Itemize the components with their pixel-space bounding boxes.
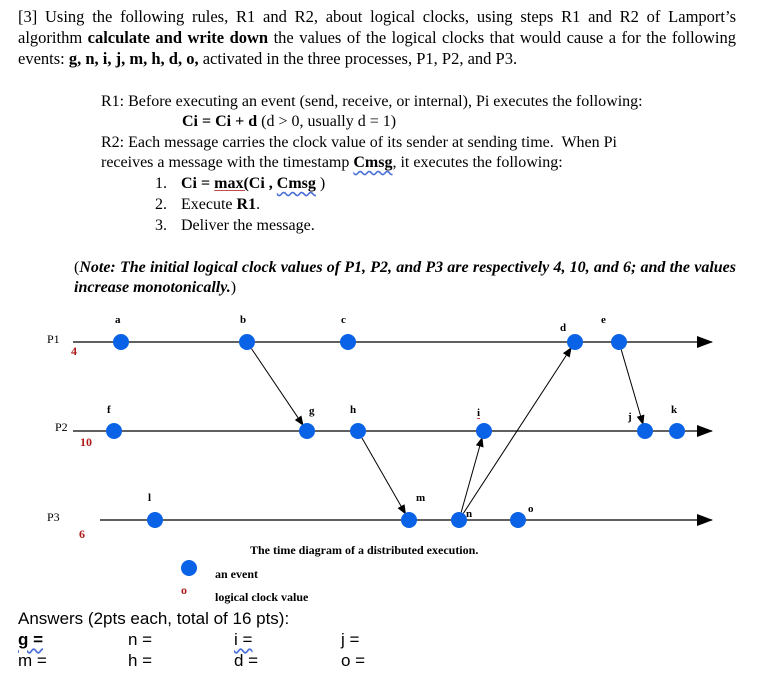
legend-event-dot xyxy=(181,560,197,576)
event-label-i xyxy=(477,407,480,419)
event-label-g: g xyxy=(309,405,315,417)
event-label-l: l xyxy=(148,492,152,504)
rule-step-1-ci: Ci , xyxy=(248,175,277,192)
rule-r2-cmsg: Cmsg xyxy=(353,154,393,171)
initial-clock-p1: 4 xyxy=(71,344,77,358)
rule-step-2-c: . xyxy=(256,196,261,213)
event-dot-e xyxy=(611,334,627,350)
event-label-a: a xyxy=(115,314,121,326)
rule-r1: R1: Before executing an event (send, receive, or internal), Pi executes the following: xyxy=(101,93,643,110)
event-label-o: o xyxy=(528,503,534,515)
answer-g-label: g = xyxy=(18,630,44,649)
answer-m: m = xyxy=(18,651,47,670)
rule-step-1-max: max( xyxy=(214,175,249,192)
initial-clock-p3: 6 xyxy=(79,527,85,541)
rule-r2-line1: R2: Each message carries the clock value of its sender at sending time. When Pi xyxy=(101,134,617,151)
event-dot-n xyxy=(451,512,467,528)
question-tail: activated in the three processes, P1, P2, and P3. xyxy=(202,49,518,68)
event-label-h: h xyxy=(350,404,357,416)
process-label-p1: P1 xyxy=(47,332,60,346)
rule-step-3-num: 3. xyxy=(155,217,167,234)
event-dot-j xyxy=(637,423,653,439)
legend-clock-symbol: o xyxy=(181,583,187,597)
question-emphasis: calculate and write down xyxy=(87,28,269,47)
question-mid: the values of the logical clocks that would cause a for the following events: xyxy=(18,28,736,68)
event-dot-i xyxy=(476,423,492,439)
note-prefix: ( xyxy=(74,259,80,276)
event-label-k: k xyxy=(671,404,678,416)
event-label-n: n xyxy=(466,508,473,520)
note-suffix: ) xyxy=(230,279,237,296)
rule-step-2-r1: R1 xyxy=(236,196,257,213)
event-dot-c xyxy=(340,334,356,350)
event-dot-o xyxy=(510,512,526,528)
message-b-to-g xyxy=(251,349,303,426)
rule-step-1-a: Ci = xyxy=(181,175,215,192)
event-dot-a xyxy=(113,334,129,350)
question-number: [3] xyxy=(18,7,38,26)
message-h-to-m xyxy=(362,438,406,514)
initial-clock-p2: 10 xyxy=(80,435,92,449)
event-dot-l xyxy=(147,512,163,528)
rule-r1-formula-rest: (d > 0, usually d = 1) xyxy=(261,113,397,130)
answer-n: n = xyxy=(128,630,153,649)
event-dot-g xyxy=(299,423,315,439)
process-label-p2: P2 xyxy=(55,420,68,434)
question-intro: Using the following rules, R1 and R2, about logical clocks, using steps R1 and R2 of Lamport’s algorithm xyxy=(18,7,737,47)
event-label-e: e xyxy=(601,314,606,326)
event-dot-m xyxy=(401,512,417,528)
rule-step-2-num: 2. xyxy=(155,196,167,213)
process-label-p3: P3 xyxy=(47,510,60,524)
rule-r2-line2-a: receives a message with the timestamp xyxy=(101,154,350,171)
note-label: Note: xyxy=(79,259,116,276)
answer-o: o = xyxy=(341,651,366,670)
event-label-d: d xyxy=(560,322,567,334)
legend-clock-text: logical clock value xyxy=(215,590,309,604)
event-label-f: f xyxy=(107,404,111,416)
answer-j: j = xyxy=(341,630,360,649)
rule-r1-formula-bold: Ci = Ci + d xyxy=(182,113,258,130)
answer-i xyxy=(234,630,252,650)
event-label-j: j xyxy=(628,411,632,423)
event-label-m: m xyxy=(416,492,426,504)
event-dot-h xyxy=(350,423,366,439)
question-events: g, n, i, j, m, h, d, o, xyxy=(68,49,199,68)
answer-h: h = xyxy=(128,651,153,670)
event-label-i-text: i xyxy=(477,407,481,419)
rule-step-3-a: Deliver the message. xyxy=(181,217,315,234)
diagram-caption: The time diagram of a distributed execution. xyxy=(250,543,479,557)
rule-step-1-close: ) xyxy=(315,175,326,192)
answer-g xyxy=(18,630,43,650)
message-e-to-j xyxy=(621,350,643,425)
answers-title: Answers (2pts each, total of 16 pts): xyxy=(18,609,290,628)
event-label-c: c xyxy=(341,314,346,326)
event-dot-b xyxy=(239,334,255,350)
note-text: The initial logical clock values of P1, P2, and P3 are respectively 4, 10, and 6; and the values increase monotonically. xyxy=(74,259,736,296)
event-dot-d xyxy=(567,334,583,350)
event-dot-f xyxy=(106,423,122,439)
rule-r2-line2-c: , it executes the following: xyxy=(392,154,563,171)
rule-step-2-a: Execute xyxy=(181,196,237,213)
event-label-b: b xyxy=(240,314,247,326)
answer-i-label: i = xyxy=(234,630,253,649)
event-dot-k xyxy=(669,423,685,439)
answer-d: d = xyxy=(234,651,259,670)
rule-step-1-cmsg: Cmsg xyxy=(276,175,316,192)
rule-step-1-num: 1. xyxy=(155,175,167,192)
legend-event-text: an event xyxy=(215,567,258,581)
